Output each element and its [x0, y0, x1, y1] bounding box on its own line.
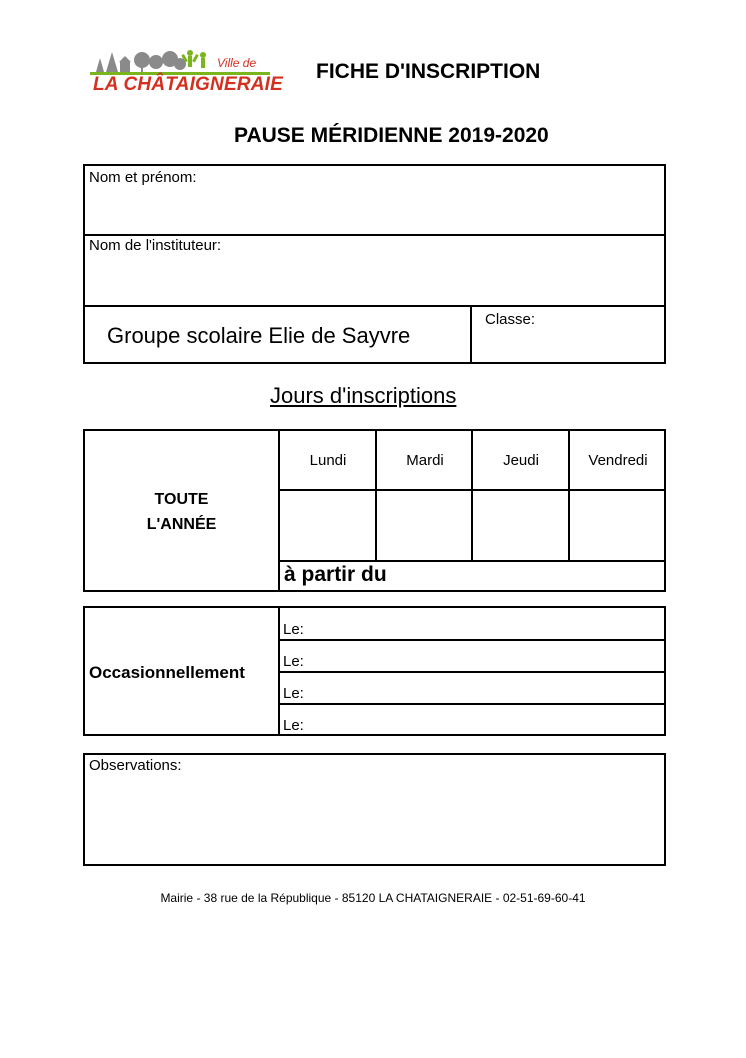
divider [280, 703, 664, 705]
teacher-field-label: Nom de l'instituteur: [89, 237, 222, 254]
date-field-label: Le: [283, 621, 304, 638]
divider [280, 560, 664, 562]
name-field-label: Nom et prénom: [89, 169, 197, 186]
day-tuesday: Mardi [406, 452, 444, 469]
date-field-label: Le: [283, 717, 304, 734]
full-year-label [85, 487, 278, 537]
date-field-label: Le: [283, 653, 304, 670]
divider [85, 234, 664, 236]
checkbox-monday[interactable] [280, 491, 375, 560]
student-info-box [83, 164, 666, 364]
divider [85, 305, 664, 307]
day-friday: Vendredi [588, 452, 648, 469]
checkbox-tuesday[interactable] [377, 491, 471, 560]
logo [90, 44, 284, 100]
divider [280, 671, 664, 673]
start-date-label: à partir du [284, 563, 387, 586]
full-year-box [83, 429, 666, 592]
occasional-label: Occasionnellement [89, 663, 245, 682]
full-year-label-line1: TOUTE [154, 491, 209, 508]
footer-address: Mairie - 38 rue de la République - 85120 LA CHATAIGNERAIE - 02-51-69-60-41 [160, 891, 586, 905]
divider [280, 639, 664, 641]
full-year-label-line2: L'ANNÉE [146, 516, 217, 533]
checkbox-thursday[interactable] [473, 491, 568, 560]
page-subtitle: PAUSE MÉRIDIENNE 2019-2020 [234, 124, 549, 147]
day-monday: Lundi [309, 452, 347, 469]
observations-label: Observations: [89, 757, 182, 774]
date-field-label: Le: [283, 685, 304, 702]
checkbox-friday[interactable] [570, 491, 664, 560]
divider [470, 307, 472, 362]
class-field-label: Classe: [485, 311, 536, 328]
logo-name-text: LA CHÂTAIGNERAIE [93, 74, 284, 95]
page-title: FICHE D'INSCRIPTION [316, 60, 541, 83]
school-name: Groupe scolaire Elie de Sayvre [107, 323, 411, 348]
observations-box [83, 753, 666, 866]
logo-ville-text: Ville de [217, 56, 257, 70]
day-thursday: Jeudi [503, 452, 539, 469]
section-title: Jours d'inscriptions [270, 383, 457, 408]
occasional-box [83, 606, 666, 736]
